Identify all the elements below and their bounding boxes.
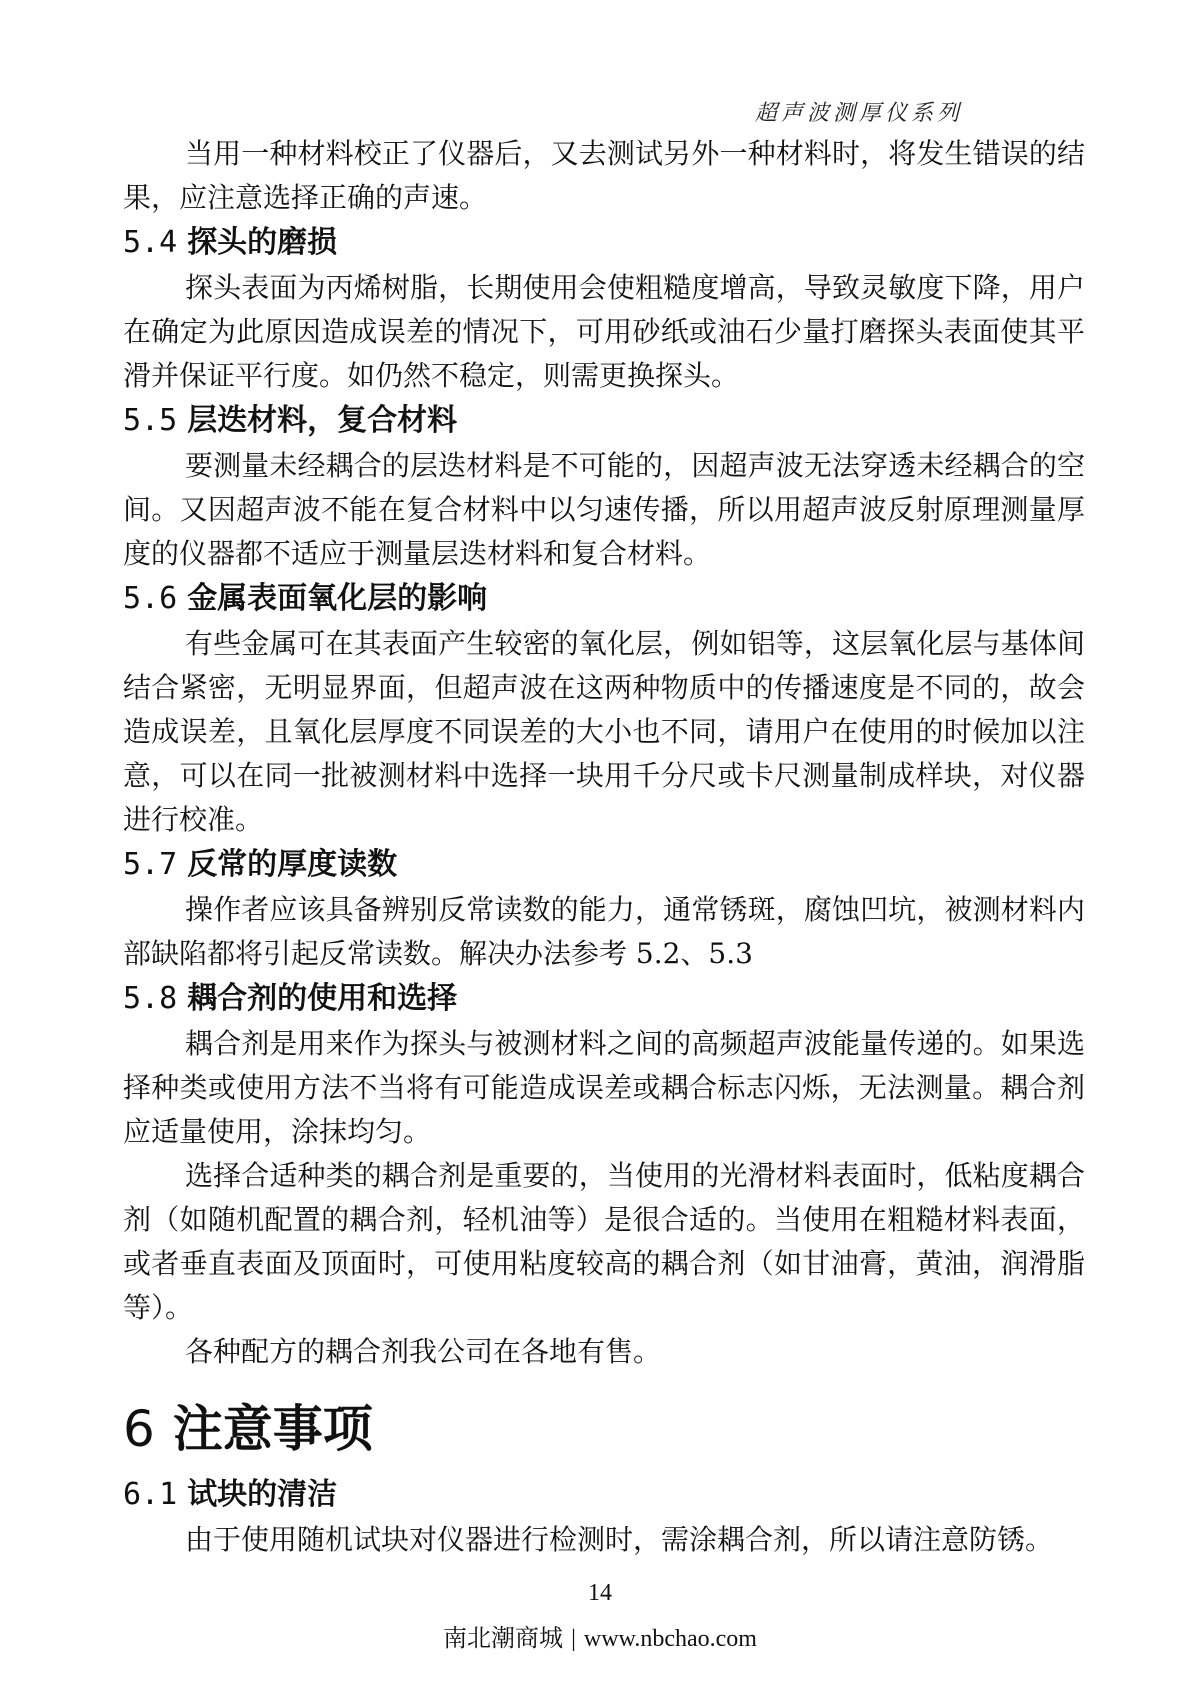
section-title: 金属表面氧化层的影响 — [187, 581, 488, 616]
section-6-1 — [123, 1472, 1085, 1562]
section-5-4 — [123, 220, 1085, 398]
section-heading — [123, 842, 1085, 888]
section-5-5 — [123, 398, 1085, 576]
running-header: 超声波测厚仪系列 — [755, 101, 964, 126]
chapter-heading — [123, 1394, 1085, 1464]
section-number: 5.7 — [123, 847, 178, 882]
section-number: 5.5 — [123, 403, 178, 438]
paragraph: 要测量未经耦合的层迭材料是不可能的，因超声波无法穿透未经耦合的空间。又因超声波不能在复合材料中以匀速传播，所以用超声波反射原理测量厚度的仪器都不适应于测量层迭材料和复合材料。 — [123, 449, 1085, 570]
paragraph: 操作者应该具备辨别反常读数的能力，通常锈斑，腐蚀凹坑，被测材料内部缺陷都将引起反常读数。解决办法参考 5.2、5.3 — [123, 893, 1085, 970]
section-title: 试块的清洁 — [187, 1477, 338, 1512]
paragraph: 选择合适种类的耦合剂是重要的，当使用的光滑材料表面时，低粘度耦合剂（如随机配置的耦合剂，轻机油等）是很合适的。当使用在粗糙材料表面，或者垂直表面及顶面时，可使用粘度较高的耦合剂（如甘油膏，黄油，润滑脂等）。 — [123, 1159, 1085, 1324]
footer-separator: | — [571, 1626, 576, 1652]
section-5-6 — [123, 576, 1085, 842]
section-heading — [123, 220, 1085, 266]
section-heading — [123, 398, 1085, 444]
section-title: 反常的厚度读数 — [187, 847, 398, 882]
intro-paragraph: 当用一种材料校正了仪器后，又去测试另外一种材料时，将发生错误的结果，应注意选择正确的声速。 — [123, 137, 1085, 214]
section-heading — [123, 1472, 1085, 1518]
page-number: 14 — [588, 1580, 612, 1606]
chapter-title: 注意事项 — [172, 1400, 373, 1458]
section-title: 探头的磨损 — [187, 225, 338, 260]
paragraph: 耦合剂是用来作为探头与被测材料之间的高频超声波能量传递的。如果选择种类或使用方法不当将有可能造成误差或耦合标志闪烁，无法测量。耦合剂应适量使用，涂抹均匀。 — [123, 1027, 1085, 1148]
section-number: 5.4 — [123, 225, 178, 260]
paragraph: 各种配方的耦合剂我公司在各地有售。 — [185, 1335, 662, 1368]
paragraph: 由于使用随机试块对仪器进行检测时，需涂耦合剂，所以请注意防锈。 — [185, 1523, 1054, 1556]
paragraph: 有些金属可在其表面产生较密的氧化层，例如铝等，这层氧化层与基体间结合紧密，无明显界面，但超声波在这两种物质中的传播速度是不同的，故会造成误差，且氧化层厚度不同误差的大小也不同，请用户在使用的时候加以注意，可以在同一批被测材料中选择一块用千分尺或卡尺测量制成样块，对仪器进行校准。 — [123, 627, 1085, 836]
section-heading — [123, 576, 1085, 622]
site-url[interactable]: www.nbchao.com — [583, 1626, 757, 1652]
section-number: 5.6 — [123, 581, 178, 616]
section-5-7 — [123, 842, 1085, 976]
section-number: 6.1 — [123, 1477, 178, 1512]
page-content — [123, 132, 1085, 1562]
site-footer — [0, 1618, 1200, 1653]
paragraph: 探头表面为丙烯树脂，长期使用会使粗糙度增高，导致灵敏度下降，用户在确定为此原因造成误差的情况下，可用砂纸或油石少量打磨探头表面使其平滑并保证平行度。如仍然不稳定，则需更换探头。 — [123, 271, 1085, 392]
chapter-number: 6 — [123, 1400, 155, 1458]
section-title: 层迭材料，复合材料 — [187, 403, 458, 438]
section-heading — [123, 976, 1085, 1022]
section-5-8 — [123, 976, 1085, 1374]
section-number: 5.8 — [123, 981, 178, 1016]
section-title: 耦合剂的使用和选择 — [187, 981, 458, 1016]
site-name: 南北潮商城 — [443, 1626, 564, 1652]
